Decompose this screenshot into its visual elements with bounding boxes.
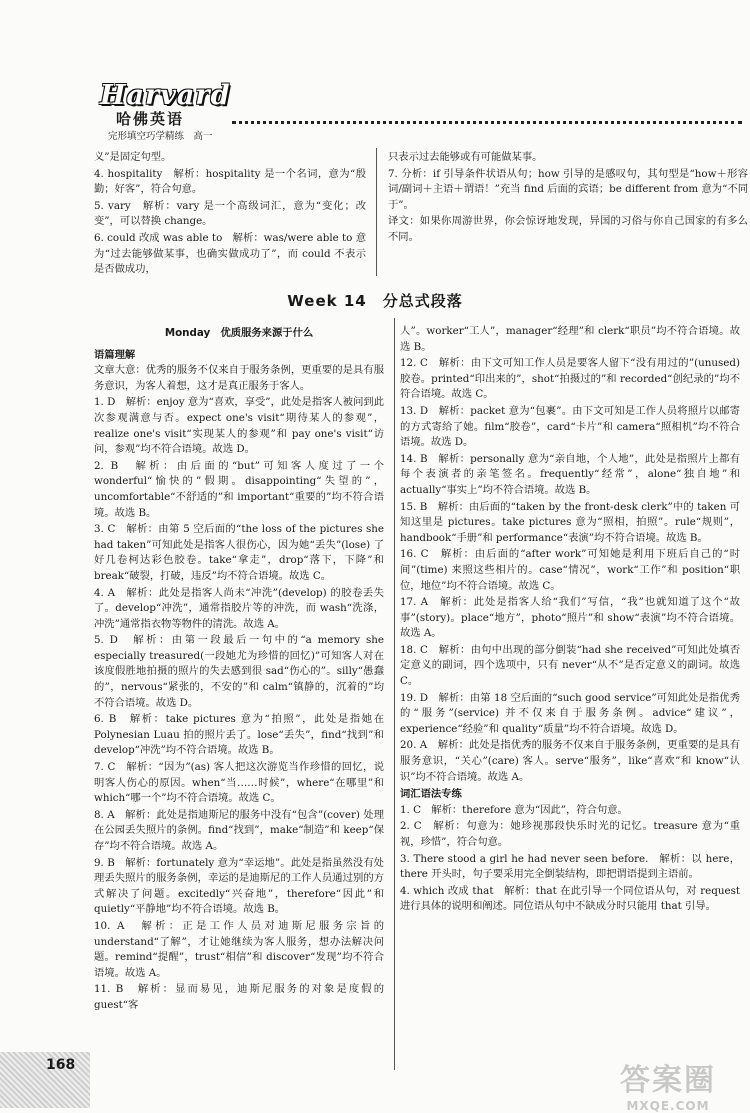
answer-item: 7. C 解析：“因为”(as) 客人把这次游览当作珍惜的回忆，说明客人伤心的原因。when“当……时候”，where“在哪里”和 which“哪一个”均不符合语境。故选 C。 [94,761,384,805]
vocab-item: 4. which 改成 that 解析：that 在此引导一个同位语从句，对 request 进行具体的说明和阐述。同位语从句中不缺成分时只能用 that 引导。 [400,884,740,913]
translation-paragraph: 译文：如果你周游世界，你会惊讶地发现，异国的习俗与你自己国家的有多么不同。 [388,215,748,243]
brand-cn-title: 哈佛英语 [116,110,185,128]
answer-item: 2. B 解析：由后面的“but”可知客人度过了一个 wonderful“愉快的”假期。disappointing“失望的”，uncomfortable“不舒适的”和 important“重要的”均不符合语境。故选 B。 [94,459,384,519]
column-divider [394,318,395,1070]
answer-item: 14. B 解析：personally 意为“亲自地，个人地”，此处是指照片上都有每个表演者的亲笔签名。frequently“经常”，alone“独自地”和 actually“事实上”均不符合语境。故选 B。 [400,452,740,496]
watermark-url: MXQE.COM [626,1099,710,1113]
vocab-item: 2. C 解析：句意为：她珍视那段快乐时光的记忆。treasure 意为“重视，珍惜”，符合句意。 [400,820,740,848]
answer-item: 15. B 解析：由后面的“taken by the front-desk clerk”中的 taken 可知这里是 pictures。take pictures 意为“照相，拍照”。rule“规则”，handbook“手册”和 performance“表演”均不符合语境。故选 B。 [400,500,740,544]
answer-item: 3. C 解析：由第 5 空后面的“the loss of the pictures she had taken”可知此处是指客人很伤心，因为她“丢失”(lose) 了好几卷柯达彩色胶卷。take“拿走”，drop“落下，下降”和 break“破裂，打破，违反”均不符合语境。故选 C。 [94,523,384,582]
answer-item: 1. D 解析：enjoy 意为“喜欢，享受”，此处是指客人被问到此次参观满意与否。expect one's visit“期待某人的参观”，realize one's visit“实现某人的参观”和 pay one's visit“访问，参观”均不符合语境。故选 D。 [94,396,384,456]
answer-item: 10. A 解析：正是工作人员对迪斯尼服务宗旨的 understand“了解”，才让她继续为客人服务，想办法解决问题。remind“提醒”，trust“相信”和 discover“发现”均不符合语境。故选 A。 [94,919,384,979]
answer-item: 16. C 解析：由后面的“after work”可知她是利用下班后自己的“时间”(time) 来照这些相片的。case“情况”，work“工作”和 position“职位，地位”均不符合语境。故选 C。 [400,548,740,592]
answer-item: 4. A 解析：此处是指客人尚未“冲洗”(develop) 的胶卷丢失了。develop“冲洗”，通常指胶片等的冲洗，而 wash“洗涤，冲洗”通常指衣物等物件的清洗。故选 A。 [94,586,384,630]
monday-title: Monday 优质服务来源于什么 [164,327,314,339]
answer-item: 6. B 解析：take pictures 意为“拍照”，此处是指她在 Polynesian Luau 拍的照片丢了。lose“丢失”，find“找到”和 develop“冲洗”均不符合语境。故选 B。 [94,713,384,757]
page-number: 168 [46,1057,76,1073]
answer-item: 人”。worker“工人”，manager“经理”和 clerk“职员”均不符合语境。故选 B。 [400,325,740,353]
answer-item: 12. C 解析：由下文可知工作人员是要客人留下“没有用过的”(unused) 胶卷。printed“印出来的”，shot“拍摄过的”和 recorded“创纪录的”均不符合语境。故选 C。 [400,357,740,401]
top-right-column [388,150,748,247]
answer-item: 19. D 解析：由第 18 空后面的“such good service”可知此处是指优秀的“服务”(service) 并不仅来自于服务条例。advice“建议”，experience“经验”和 quality“质量”均不符合语境。故选 D。 [400,691,740,735]
answer-item: 11. B 解析：显而易见，迪斯尼服务的对象是度假的 guest“客 [94,983,384,1011]
answer-paragraph: 7. 分析：if 引导条件状语从句；how 引导的是感叹句，其句型是“how＋形容词/副词＋主语＋谓语！”充当 find 后面的宾语；be different from 意为“不同于”。 [388,167,748,211]
answer-item: 9. B 解析：fortunately 意为“幸运地”。此处是指虽然没有处理丢失照片的服务条例，幸运的是迪斯尼的工作人员通过别的方式解决了问题。excitedly“兴奋地”，therefore“因此”和 quietly“平静地”均不符合语境。故选 B。 [94,856,384,916]
vocab-item: 1. C 解析：therefore 意为“因此”，符合句意。 [400,803,628,816]
answer-paragraph: 5. vary 解析：vary 是一个高级词汇，意为“变化；改变”，可以替换 change。 [94,199,366,228]
answer-paragraph: 4. hospitality 解析：hospitality 是一个名词，意为“殷勤；好客”，符合句意。 [94,167,366,196]
answer-item: 20. A 解析：此处是指优秀的服务不仅来自于服务条例，更重要的是具有服务意识，“关心”(care) 客人。serve“服务”，like“喜欢”和 know“认识”均不符合语境。故选 A。 [400,739,740,783]
page-number-background [0,1052,90,1108]
answer-item: 17. A 解析：此处是指客人给“我们”写信，“我”也就知道了这个“故事”(story)。place“地方”，photo“照片”和 show“表演”均不符合语境。故选 A。 [400,596,740,640]
answer-paragraph: 只表示过去能够或有可能做某事。 [388,151,543,163]
header-dotted-rule [232,121,742,124]
main-left-column [94,324,384,1015]
watermark-text: 答案圈 [620,1063,716,1098]
answer-paragraph: 义”是固定句型。 [94,151,172,163]
answer-item: 5. D 解析：由第一段最后一句中的“a memory she especially treasured(一段她尤为珍惜的回忆)”可知客人对在该度假胜地拍摄的照片的失去感到很 sad“伤心的”。silly“愚蠢的”，nervous“紧张的，不安的”和 calm“镇静的，沉着的”均不符合语境。故选 D。 [94,634,384,709]
answer-item: 13. D 解析：packet 意为“包裹”。由下文可知是工作人员将照片以邮寄的方式寄给了她。film“胶卷”，card“卡片”和 camera“照相机”均不符合语境。故选 D。 [400,404,740,449]
book-subtitle: 完形填空巧学精练 高一 [108,131,213,142]
answer-item: 8. A 解析：此处是指迪斯尼的服务中没有“包含”(cover) 处理在公园丢失照片的条例。find“找到”，make“制造”和 keep“保存”均不符合语境。故选 A。 [94,808,384,852]
section-heading-vocab: 词汇语法专练 [400,788,462,801]
main-right-column [400,324,740,916]
answer-paragraph: 6. could 改成 was able to 解析：was/were able to 意为“过去能够做某事，也确实做成功了”，而 could 不表示是否做成功， [94,231,366,276]
top-left-column [94,150,366,279]
logo-script-text: Harvard [100,80,231,111]
column-divider [376,148,377,276]
week-title: Week 14 分总式段落 [287,292,463,310]
harvard-logo [100,80,231,128]
section-heading-reading: 语篇理解 [94,348,136,361]
main-idea-paragraph: 文章大意：优秀的服务不仅来自于服务条例，更重要的是具有服务意识，为客人着想，这才是真正服务于客人。 [94,364,384,392]
vocab-item: 3. There stood a girl he had never seen before. 解析：以 here，there 开头时，句子要采用完全倒装结构，即把谓语提到主语前。 [400,852,740,881]
answer-item: 18. C 解析：由句中出现的部分倒装“had she received”可知此处填否定意义的副词，四个选项中，只有 never“从不”是否定意义的副词。故选 C。 [400,643,740,688]
watermark-logo [620,1055,716,1113]
